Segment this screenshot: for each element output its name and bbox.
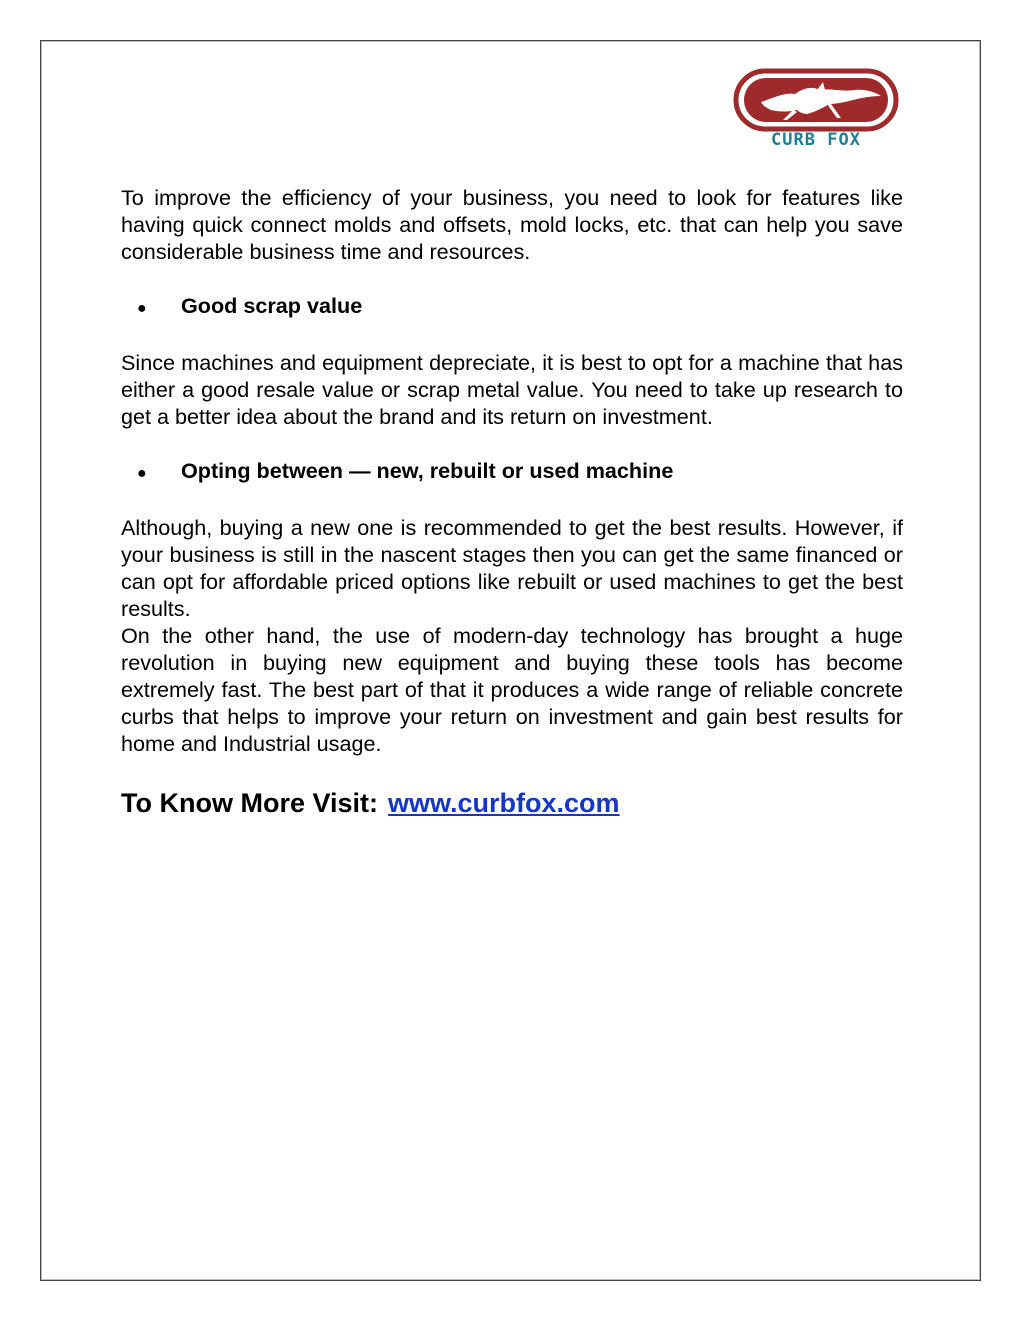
buying-paragraph: Although, buying a new one is recommended to get the best results. However, if your business is still in the nascent stages then you can get the same financed or can opt for affordable priced options like rebuilt or used machines to get the best results. bbox=[121, 515, 903, 621]
technology-paragraph: On the other hand, the use of modern-day technology has brought a huge revolution in buying new equipment and buying these tools has become extremely fast. The best part of that it produces a wide range of reliable concrete curbs that helps to improve your return on investment and gain best results for home and Industrial usage. bbox=[121, 623, 903, 756]
bullet-dot-icon: ● bbox=[137, 465, 147, 482]
document-body bbox=[121, 184, 903, 819]
logo-wordmark: CURB FOX bbox=[771, 130, 861, 150]
website-link[interactable]: www.curbfox.com bbox=[388, 788, 620, 818]
bullet-label: Opting between — new, rebuilt or used machine bbox=[181, 458, 674, 483]
scrap-value-paragraph: Since machines and equipment depreciate, it is best to opt for a machine that has either a good resale value or scrap metal value. You need to take up research to get a better idea about the brand and its return on investment. bbox=[121, 350, 903, 429]
bullet-label: Good scrap value bbox=[181, 293, 363, 318]
intro-paragraph: To improve the efficiency of your business, you need to look for features like having quick connect molds and offsets, mold locks, etc. that can help you save considerable business time and resources. bbox=[121, 185, 903, 264]
bullet-dot-icon: ● bbox=[137, 300, 147, 317]
bullet-opting-between bbox=[121, 457, 903, 487]
visit-label: To Know More Visit: bbox=[121, 788, 379, 818]
visit-cta bbox=[121, 787, 903, 819]
bullet-good-scrap-value bbox=[121, 292, 903, 322]
